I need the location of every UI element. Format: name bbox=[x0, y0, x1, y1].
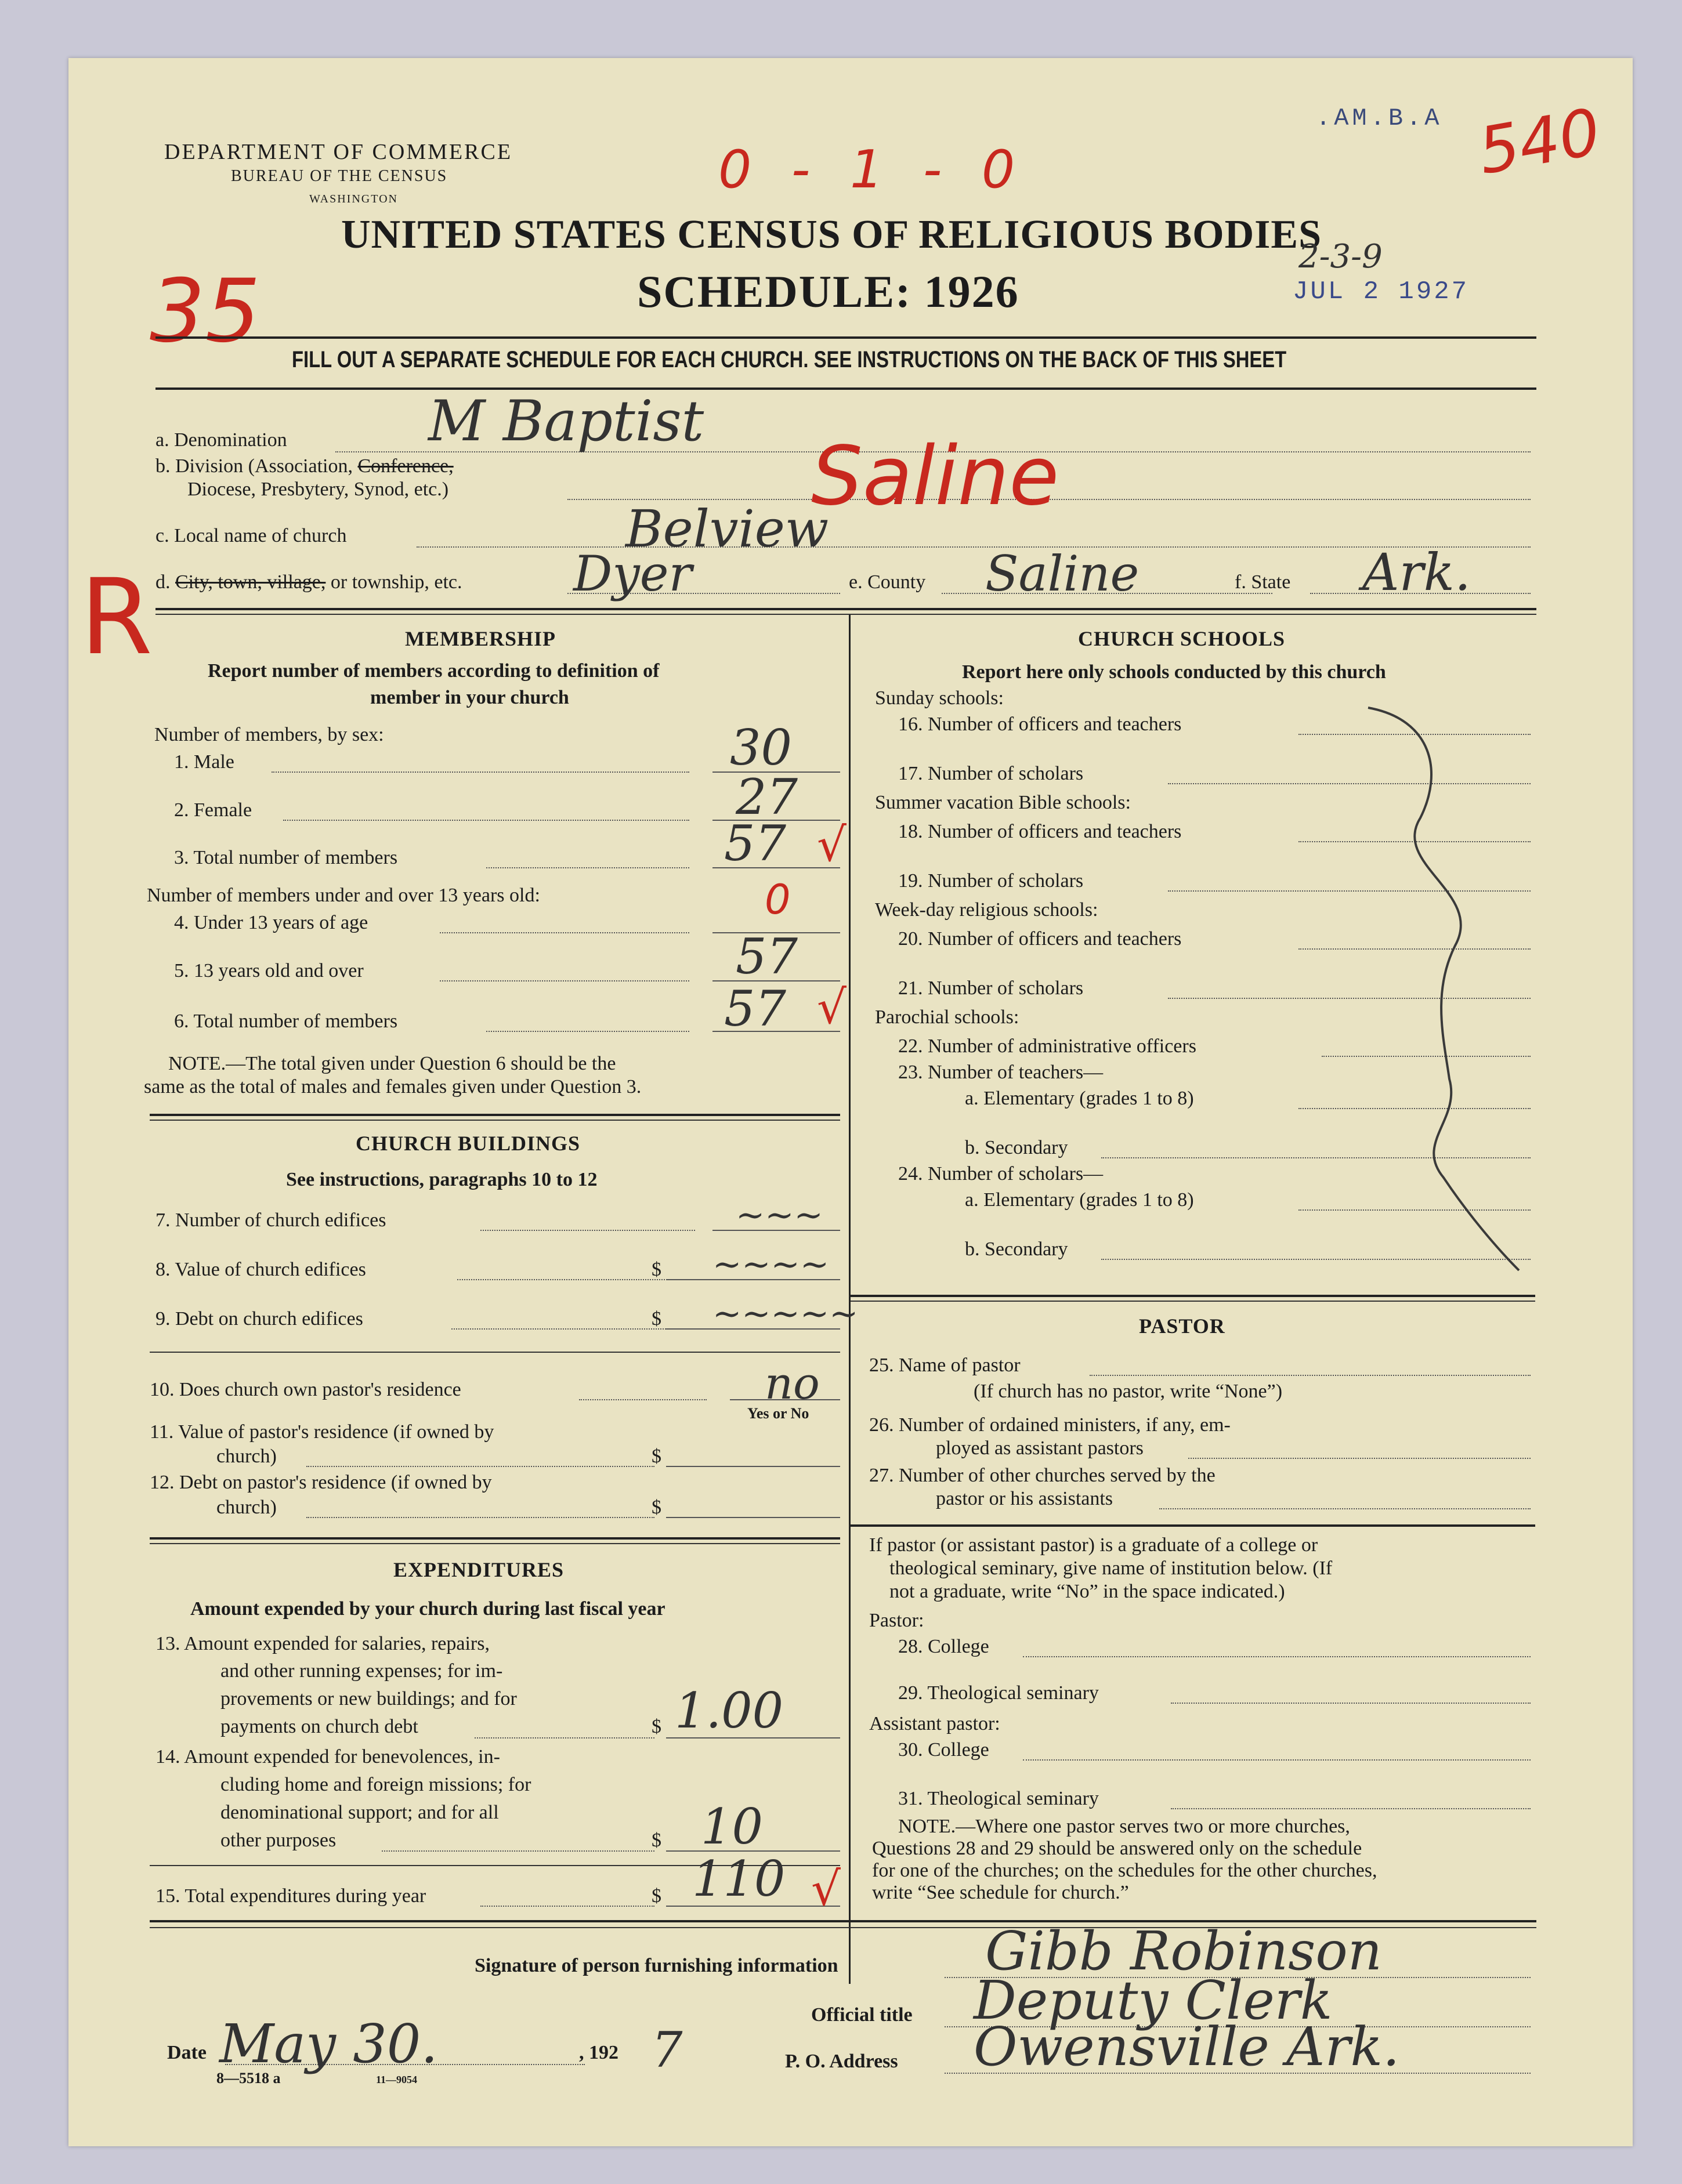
q3-checkmark: √ bbox=[817, 818, 847, 872]
pastor-note-3: for one of the churches; on the schedules for the other churches, bbox=[872, 1860, 1377, 1881]
weekday-label: Week-day religious schools: bbox=[875, 899, 1098, 921]
division-label bbox=[155, 455, 454, 477]
summer-label: Summer vacation Bible schools: bbox=[875, 792, 1131, 813]
q24b-label: b. Secondary bbox=[965, 1238, 1068, 1260]
membership-heading: MEMBERSHIP bbox=[405, 627, 556, 650]
banner-rule bbox=[155, 387, 1536, 390]
membership-note-2: same as the total of males and females given under Question 3. bbox=[144, 1076, 642, 1098]
sunday-label: Sunday schools: bbox=[875, 687, 1004, 709]
church-name-value: Belview bbox=[625, 499, 829, 559]
county-value: Saline bbox=[985, 545, 1140, 602]
q25-line bbox=[1090, 1375, 1531, 1376]
q5-label: 5. 13 years old and over bbox=[174, 960, 364, 981]
census-schedule-sheet bbox=[68, 58, 1633, 2146]
q14-label-2: cluding home and foreign missions; for bbox=[220, 1774, 531, 1795]
q23a-label: a. Elementary (grades 1 to 8) bbox=[965, 1088, 1194, 1109]
q4-value: 0 bbox=[765, 876, 791, 923]
q8-dollar: $ bbox=[652, 1259, 661, 1280]
q15-checkmark: √ bbox=[811, 1862, 841, 1916]
q27-line bbox=[1159, 1508, 1531, 1509]
denomination-value: M Baptist bbox=[428, 389, 704, 454]
buildings-heading: CHURCH BUILDINGS bbox=[356, 1132, 581, 1155]
township-label bbox=[155, 571, 462, 593]
township-value: Dyer bbox=[573, 545, 692, 602]
q20-label: 20. Number of officers and teachers bbox=[898, 928, 1182, 950]
county-label: e. County bbox=[849, 571, 926, 593]
header-rule bbox=[155, 336, 1536, 339]
q7-label: 7. Number of church edifices bbox=[155, 1209, 386, 1231]
q11-answer-line bbox=[666, 1466, 840, 1467]
q28-label: 28. College bbox=[898, 1636, 989, 1657]
city-heading: WASHINGTON bbox=[309, 193, 398, 205]
q13-label-2: and other running expenses; for im- bbox=[220, 1660, 503, 1682]
division-label-line2: Diocese, Presbytery, Synod, etc.) bbox=[187, 479, 449, 500]
q13-label-3: provements or new buildings; and for bbox=[220, 1688, 517, 1709]
q14-value: 10 bbox=[701, 1798, 763, 1855]
q26-label-1: 26. Number of ordained ministers, if any, em- bbox=[869, 1414, 1231, 1436]
q2-value: 27 bbox=[736, 769, 798, 825]
q9-label: 9. Debt on church edifices bbox=[155, 1308, 363, 1330]
buildings-subheading: See instructions, paragraphs 10 to 12 bbox=[286, 1169, 598, 1190]
division-label-text: b. Division (Association, bbox=[155, 455, 353, 477]
q8-label: 8. Value of church edifices bbox=[155, 1259, 366, 1280]
schools-rule-2 bbox=[851, 1301, 1535, 1302]
q1-line bbox=[272, 772, 689, 773]
address-value: Owensville Ark. bbox=[974, 2016, 1400, 2078]
q4-line bbox=[440, 932, 689, 933]
signature-value: Gibb Robinson bbox=[985, 1920, 1383, 1982]
q15-value: 110 bbox=[692, 1850, 786, 1907]
q6-value: 57 bbox=[724, 980, 786, 1037]
red-letter: R bbox=[80, 557, 153, 678]
received-date-stamp: JUL 2 1927 bbox=[1293, 277, 1470, 306]
q6-label: 6. Total number of members bbox=[174, 1010, 398, 1032]
q6-checkmark: √ bbox=[817, 980, 847, 1034]
q3-label: 3. Total number of members bbox=[174, 847, 398, 868]
q13-label-1: 13. Amount expended for salaries, repairs, bbox=[155, 1633, 490, 1654]
q12-line bbox=[306, 1517, 654, 1518]
date-value-text: May 30. bbox=[219, 2013, 438, 2075]
q13-label-4: payments on church debt bbox=[220, 1716, 418, 1737]
assistant-sublabel: Assistant pastor: bbox=[869, 1713, 1000, 1734]
q13-value: 1.00 bbox=[675, 1682, 784, 1739]
q3-line bbox=[486, 867, 689, 868]
q1-value: 30 bbox=[730, 719, 792, 776]
q14-label-1: 14. Amount expended for benevolences, in- bbox=[155, 1746, 500, 1768]
members-by-sex-label: Number of members, by sex: bbox=[154, 724, 384, 745]
q12-dollar: $ bbox=[652, 1497, 661, 1518]
membership-subheading-1: Report number of members according to definition of bbox=[208, 660, 660, 682]
schools-heading: CHURCH SCHOOLS bbox=[1078, 627, 1286, 650]
graduate-text-3: not a graduate, write “No” in the space indicated.) bbox=[889, 1581, 1285, 1602]
official-title-label: Official title bbox=[811, 2004, 913, 2026]
state-value: Ark. bbox=[1362, 542, 1471, 602]
parochial-label: Parochial schools: bbox=[875, 1006, 1019, 1028]
q26-label-2: ployed as assistant pastors bbox=[936, 1437, 1144, 1459]
expenditures-subheading: Amount expended by your church during last fiscal year bbox=[190, 1598, 665, 1620]
bureau-heading: BUREAU OF THE CENSUS bbox=[231, 167, 448, 185]
date-value bbox=[219, 2013, 438, 2075]
red-number-left: 35 bbox=[150, 261, 261, 362]
township-label-rest: or township, etc. bbox=[330, 571, 462, 593]
q29-label: 29. Theological seminary bbox=[898, 1682, 1099, 1704]
q17-label: 17. Number of scholars bbox=[898, 763, 1084, 784]
membership-subheading-2: member in your church bbox=[370, 687, 569, 708]
q13-line bbox=[475, 1737, 654, 1738]
township-label-strike: City, town, village, bbox=[175, 571, 326, 593]
state-label: f. State bbox=[1235, 571, 1291, 593]
q31-line bbox=[1171, 1808, 1531, 1809]
q5-line bbox=[440, 980, 689, 981]
date-year-prefix: , 192 bbox=[579, 2042, 618, 2063]
q22-label: 22. Number of administrative officers bbox=[898, 1035, 1196, 1057]
q7-line bbox=[480, 1230, 695, 1231]
q25-label: 25. Name of pastor bbox=[869, 1354, 1021, 1376]
buildings-rule-bottom bbox=[150, 1537, 840, 1540]
q9-dash: ~~~~~ bbox=[712, 1294, 859, 1334]
q19-label: 19. Number of scholars bbox=[898, 870, 1084, 892]
q2-label: 2. Female bbox=[174, 799, 252, 821]
pastor-note-2: Questions 28 and 29 should be answered only on the schedule bbox=[872, 1838, 1362, 1859]
identity-rule bbox=[155, 608, 1536, 610]
q11-label-2: church) bbox=[216, 1446, 277, 1467]
stamp-code: .AM.B.A bbox=[1316, 104, 1443, 132]
q10-label: 10. Does church own pastor's residence bbox=[150, 1379, 461, 1400]
q28-line bbox=[1023, 1656, 1531, 1657]
q13-dollar: $ bbox=[652, 1716, 661, 1737]
q25-hint: (If church has no pastor, write “None”) bbox=[974, 1381, 1283, 1402]
signature-label: Signature of person furnishing information bbox=[475, 1955, 838, 1976]
red-number-top: 540 bbox=[1473, 94, 1606, 189]
pastor-note-4: write “See schedule for church.” bbox=[872, 1882, 1129, 1903]
q30-line bbox=[1023, 1759, 1531, 1761]
q3-value: 57 bbox=[724, 815, 786, 872]
schools-subheading: Report here only schools conducted by this church bbox=[962, 661, 1386, 683]
identity-rule-2 bbox=[155, 614, 1536, 615]
q5-value: 57 bbox=[736, 928, 798, 985]
q29-line bbox=[1171, 1703, 1531, 1704]
pastor-heading: PASTOR bbox=[1139, 1314, 1225, 1338]
q8-dash: ~~~~ bbox=[712, 1244, 830, 1285]
q12-label-1: 12. Debt on pastor's residence (if owned by bbox=[150, 1472, 492, 1493]
form-number: 8—5518 a bbox=[216, 2070, 281, 2087]
q27-label-1: 27. Number of other churches served by the bbox=[869, 1465, 1216, 1486]
q11-label-1: 11. Value of pastor's residence (if owned by bbox=[150, 1421, 494, 1443]
department-heading: DEPARTMENT OF COMMERCE bbox=[164, 140, 513, 164]
q11-dollar: $ bbox=[652, 1446, 661, 1467]
pastor-rule bbox=[851, 1524, 1535, 1527]
division-label-strike: Conference, bbox=[357, 455, 454, 477]
official-title-value: Deputy Clerk bbox=[974, 1969, 1333, 2031]
date-year-digit: 7 bbox=[652, 2022, 683, 2078]
graduate-text-1: If pastor (or assistant pastor) is a graduate of a college or bbox=[869, 1534, 1318, 1556]
q24a-label: a. Elementary (grades 1 to 8) bbox=[965, 1189, 1194, 1211]
date-label: Date bbox=[167, 2042, 207, 2063]
township-label-prefix: d. bbox=[155, 571, 171, 593]
pastor-note-1: NOTE.—Where one pastor serves two or more churches, bbox=[898, 1816, 1350, 1837]
q2-line bbox=[283, 820, 689, 821]
q14-dollar: $ bbox=[652, 1830, 661, 1851]
under-over-label: Number of members under and over 13 years old: bbox=[147, 885, 540, 906]
denomination-label: a. Denomination bbox=[155, 429, 287, 451]
q16-label: 16. Number of officers and teachers bbox=[898, 713, 1182, 735]
red-code-top: 0 - 1 - 0 bbox=[718, 139, 1027, 200]
q1-label: 1. Male bbox=[174, 751, 234, 773]
buildings-rule bbox=[150, 1352, 840, 1353]
buildings-rule-bottom-2 bbox=[150, 1543, 840, 1544]
q12-answer-line bbox=[666, 1517, 840, 1518]
q11-line bbox=[306, 1466, 654, 1467]
pastor-sublabel: Pastor: bbox=[869, 1610, 924, 1631]
q24-label: 24. Number of scholars— bbox=[898, 1163, 1104, 1185]
q8-line bbox=[457, 1279, 672, 1280]
q30-label: 30. College bbox=[898, 1739, 989, 1761]
q15-line bbox=[480, 1906, 654, 1907]
q15-dollar: $ bbox=[652, 1885, 661, 1907]
q18-label: 18. Number of officers and teachers bbox=[898, 821, 1182, 842]
instruction-banner: FILL OUT A SEPARATE SCHEDULE FOR EACH CHURCH. SEE INSTRUCTIONS ON THE BACK OF THIS SHEET bbox=[292, 347, 1287, 372]
schools-rule bbox=[851, 1295, 1535, 1297]
q14-line bbox=[382, 1850, 654, 1852]
q27-label-2: pastor or his assistants bbox=[936, 1488, 1113, 1509]
q14-label-3: denominational support; and for all bbox=[220, 1802, 499, 1823]
q15-label: 15. Total expenditures during year bbox=[155, 1885, 426, 1907]
membership-rule-2 bbox=[150, 1120, 840, 1121]
q26-line bbox=[1188, 1458, 1531, 1459]
schools-pencil-stroke bbox=[1345, 702, 1531, 1276]
q12-label-2: church) bbox=[216, 1497, 277, 1518]
q9-line bbox=[451, 1328, 666, 1330]
membership-note-1: NOTE.—The total given under Question 6 should be the bbox=[168, 1053, 616, 1074]
form-title: UNITED STATES CENSUS OF RELIGIOUS BODIES bbox=[341, 212, 1322, 257]
q9-dollar: $ bbox=[652, 1308, 661, 1330]
q21-label: 21. Number of scholars bbox=[898, 977, 1084, 999]
graduate-text-2: theological seminary, give name of institution below. (If bbox=[889, 1558, 1333, 1579]
print-number: 11—9054 bbox=[376, 2074, 418, 2085]
q23-label: 23. Number of teachers— bbox=[898, 1062, 1104, 1083]
church-name-label: c. Local name of church bbox=[155, 525, 347, 546]
q10-value: no bbox=[765, 1357, 820, 1409]
q31-label: 31. Theological seminary bbox=[898, 1788, 1099, 1809]
q6-line bbox=[486, 1031, 689, 1032]
q14-label-4: other purposes bbox=[220, 1830, 337, 1851]
membership-rule bbox=[150, 1114, 840, 1116]
q23b-label: b. Secondary bbox=[965, 1137, 1068, 1158]
expenditures-heading: EXPENDITURES bbox=[393, 1558, 565, 1581]
address-label: P. O. Address bbox=[785, 2051, 898, 2072]
q7-dash: ~~~ bbox=[736, 1195, 823, 1236]
q10-line bbox=[579, 1399, 707, 1400]
q10-hint: Yes or No bbox=[747, 1405, 809, 1422]
q4-label: 4. Under 13 years of age bbox=[174, 912, 368, 933]
pencil-code: 2-3-9 bbox=[1298, 238, 1383, 276]
red-saline: Saline bbox=[811, 429, 1059, 524]
form-subtitle: SCHEDULE: 1926 bbox=[637, 266, 1019, 317]
